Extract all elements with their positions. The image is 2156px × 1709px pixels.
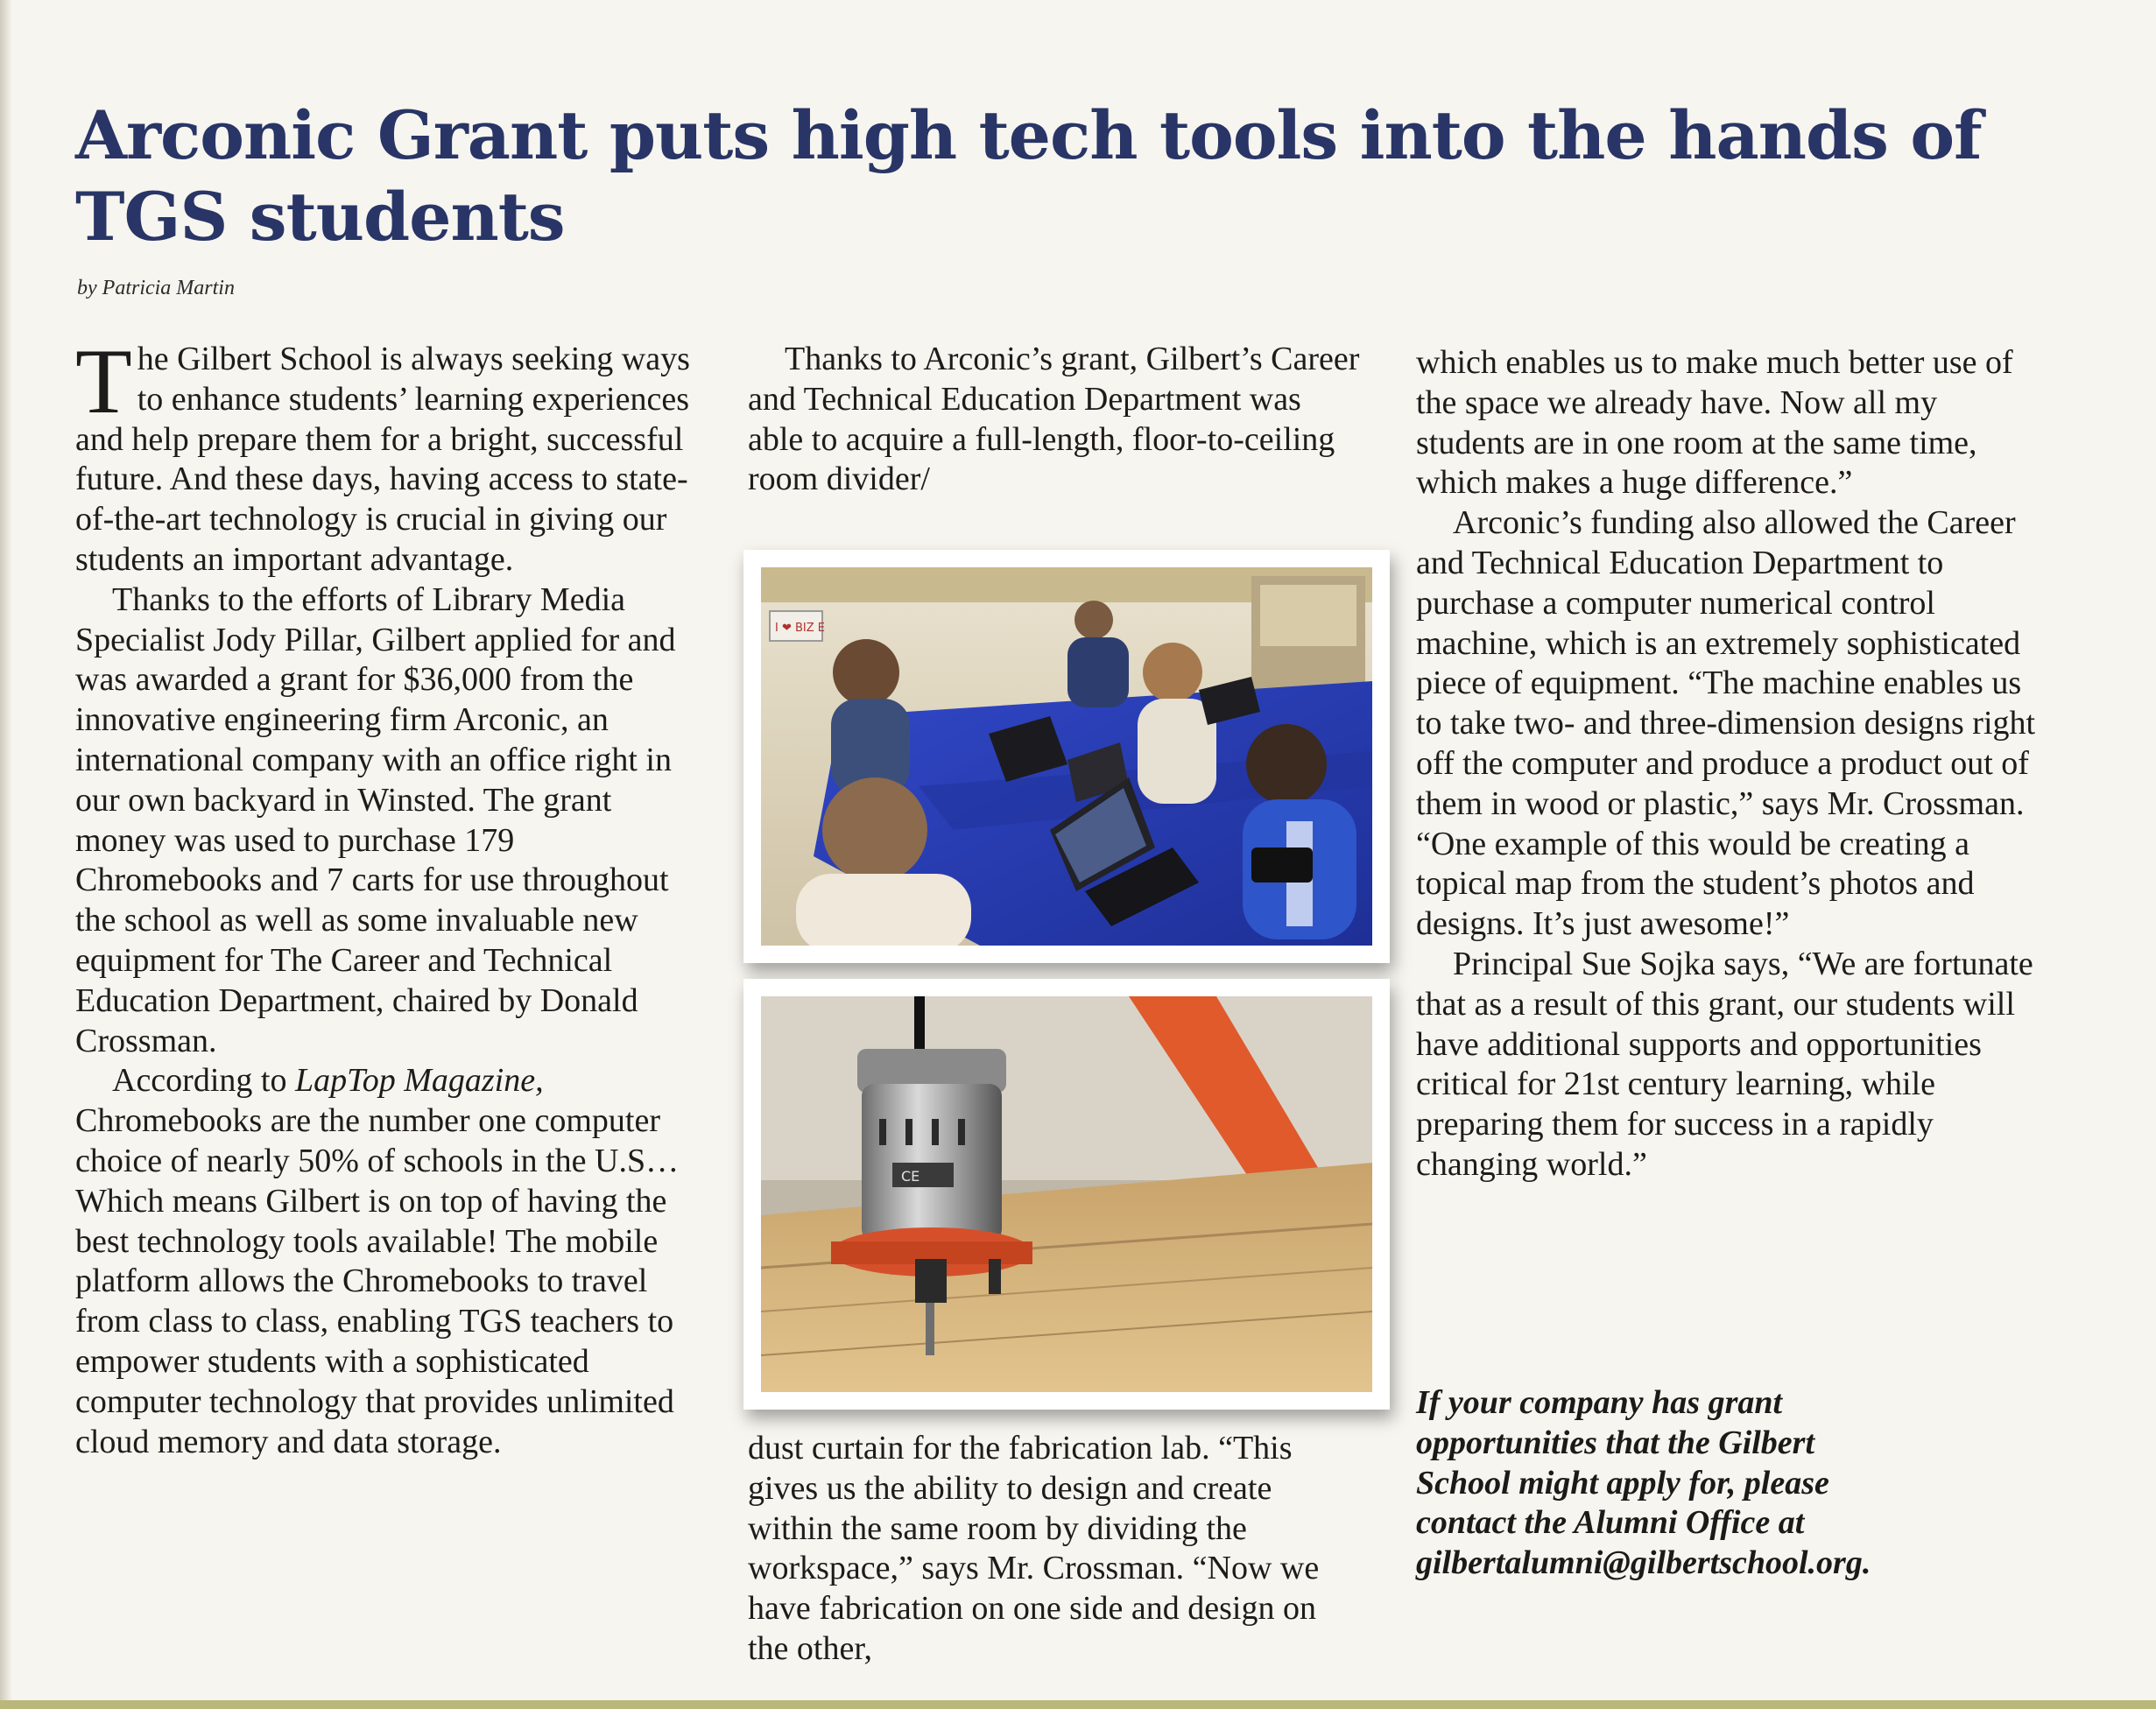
- article-column-3: [1416, 343, 2047, 1185]
- drop-cap: T: [75, 330, 132, 433]
- article-column-2-bottom: [748, 1429, 1361, 1670]
- chromebooks-lead: According to: [112, 1062, 295, 1100]
- classroom-photo-frame: [743, 550, 1390, 963]
- page-edge: [0, 0, 12, 1709]
- paragraph-intro: [75, 330, 706, 580]
- cta-line-2: opportunities that the Gilbert: [1416, 1424, 1815, 1461]
- article-column-2-top: [748, 340, 1361, 500]
- paragraph-space: which enables us to make much better use of the space we already have. Now all my students are in one room at the same time, which makes a huge difference.”: [1416, 344, 2013, 502]
- classroom-photo: [761, 567, 1372, 946]
- paragraph-room-divider: Thanks to Arconic’s grant, Gilbert’s Career and Technical Education Department was able to acquire a full-length, floor-to-ceiling room divider/: [748, 341, 1360, 498]
- cnc-ce-label: CE: [901, 1168, 920, 1185]
- article-column-1: [75, 330, 706, 1462]
- cnc-machine-photo: [761, 996, 1372, 1392]
- grant-call-to-action: [1416, 1383, 2047, 1584]
- article-byline: by Patricia Martin: [77, 277, 235, 299]
- cta-line-3: School might apply for, please: [1416, 1464, 1829, 1502]
- paragraph-grant: Thanks to the efforts of Library Media Specialist Jody Pillar, Gilbert applied for and was awarded a grant for $36,000 from the innovative engineering firm Arconic, an international company with an office right in our own backyard in Winsted. The grant money was used to purchase 179 Chromebooks and 7 carts for use throughout the school as well as some invaluable new equipment for The Career and Technical Education Department, chaired by Donald Crossman.: [75, 580, 676, 1059]
- intro-text: he Gilbert School is always seeking ways to enhance students’ learning experiences and help prepare them for a bright, successful future. And these days, having access to state-of-the-art technology is crucial in giving our students an important advantage.: [75, 341, 690, 578]
- paragraph-dust-curtain: dust curtain for the fabrication lab. “This gives us the ability to design and create within the same room by dividing the workspace,” says Mr. Crossman. “Now we have fabrication on one side and design on the other,: [748, 1430, 1320, 1667]
- paragraph-cnc-machine: Arconic’s funding also allowed the Career and Technical Education Department to purchase a computer numerical control machine, which is an extremely sophisticated piece of equipment. “The machine enables us to take two- and three-dimension designs right off the computer and produce a product out of them in wood or plastic,” says Mr. Crossman. “One example of this would be creating a topical map from the student’s photos and designs. It’s just awesome!”: [1416, 504, 2036, 943]
- magazine-title: LapTop Magazine,: [294, 1062, 544, 1100]
- article-headline: Arconic Grant puts high tech tools into the hands of TGS students: [75, 96, 1982, 256]
- paragraph-principal-quote: Principal Sue Sojka says, “We are fortunate that as a result of this grant, our students will have additional supports and opportunities critical for 21st century learning, while preparing them for success in a rapidly changing world.”: [1416, 945, 2033, 1183]
- cnc-machine-photo-frame: [743, 979, 1390, 1410]
- chromebooks-text: Chromebooks are the number one computer choice of nearly 50% of schools in the U.S…Which means Gilbert is on top of having the best technology tools available! The mobile platform allows the Chromebooks to travel from class to class, enabling TGS teachers to empower students with a sophisticated computer technology that provides unlimited cloud memory and data storage.: [75, 1102, 680, 1460]
- cta-line-4: contact the Alumni Office at: [1416, 1504, 1805, 1542]
- paragraph-chromebooks: [75, 1061, 706, 1462]
- alumni-email[interactable]: gilbertalumni@gilbertschool.org.: [1416, 1544, 1871, 1582]
- page-bottom-border: [0, 1700, 2156, 1709]
- cta-line-1: If your company has grant: [1416, 1384, 1783, 1421]
- classroom-wall-sign: I ❤ BIZ E: [775, 622, 825, 635]
